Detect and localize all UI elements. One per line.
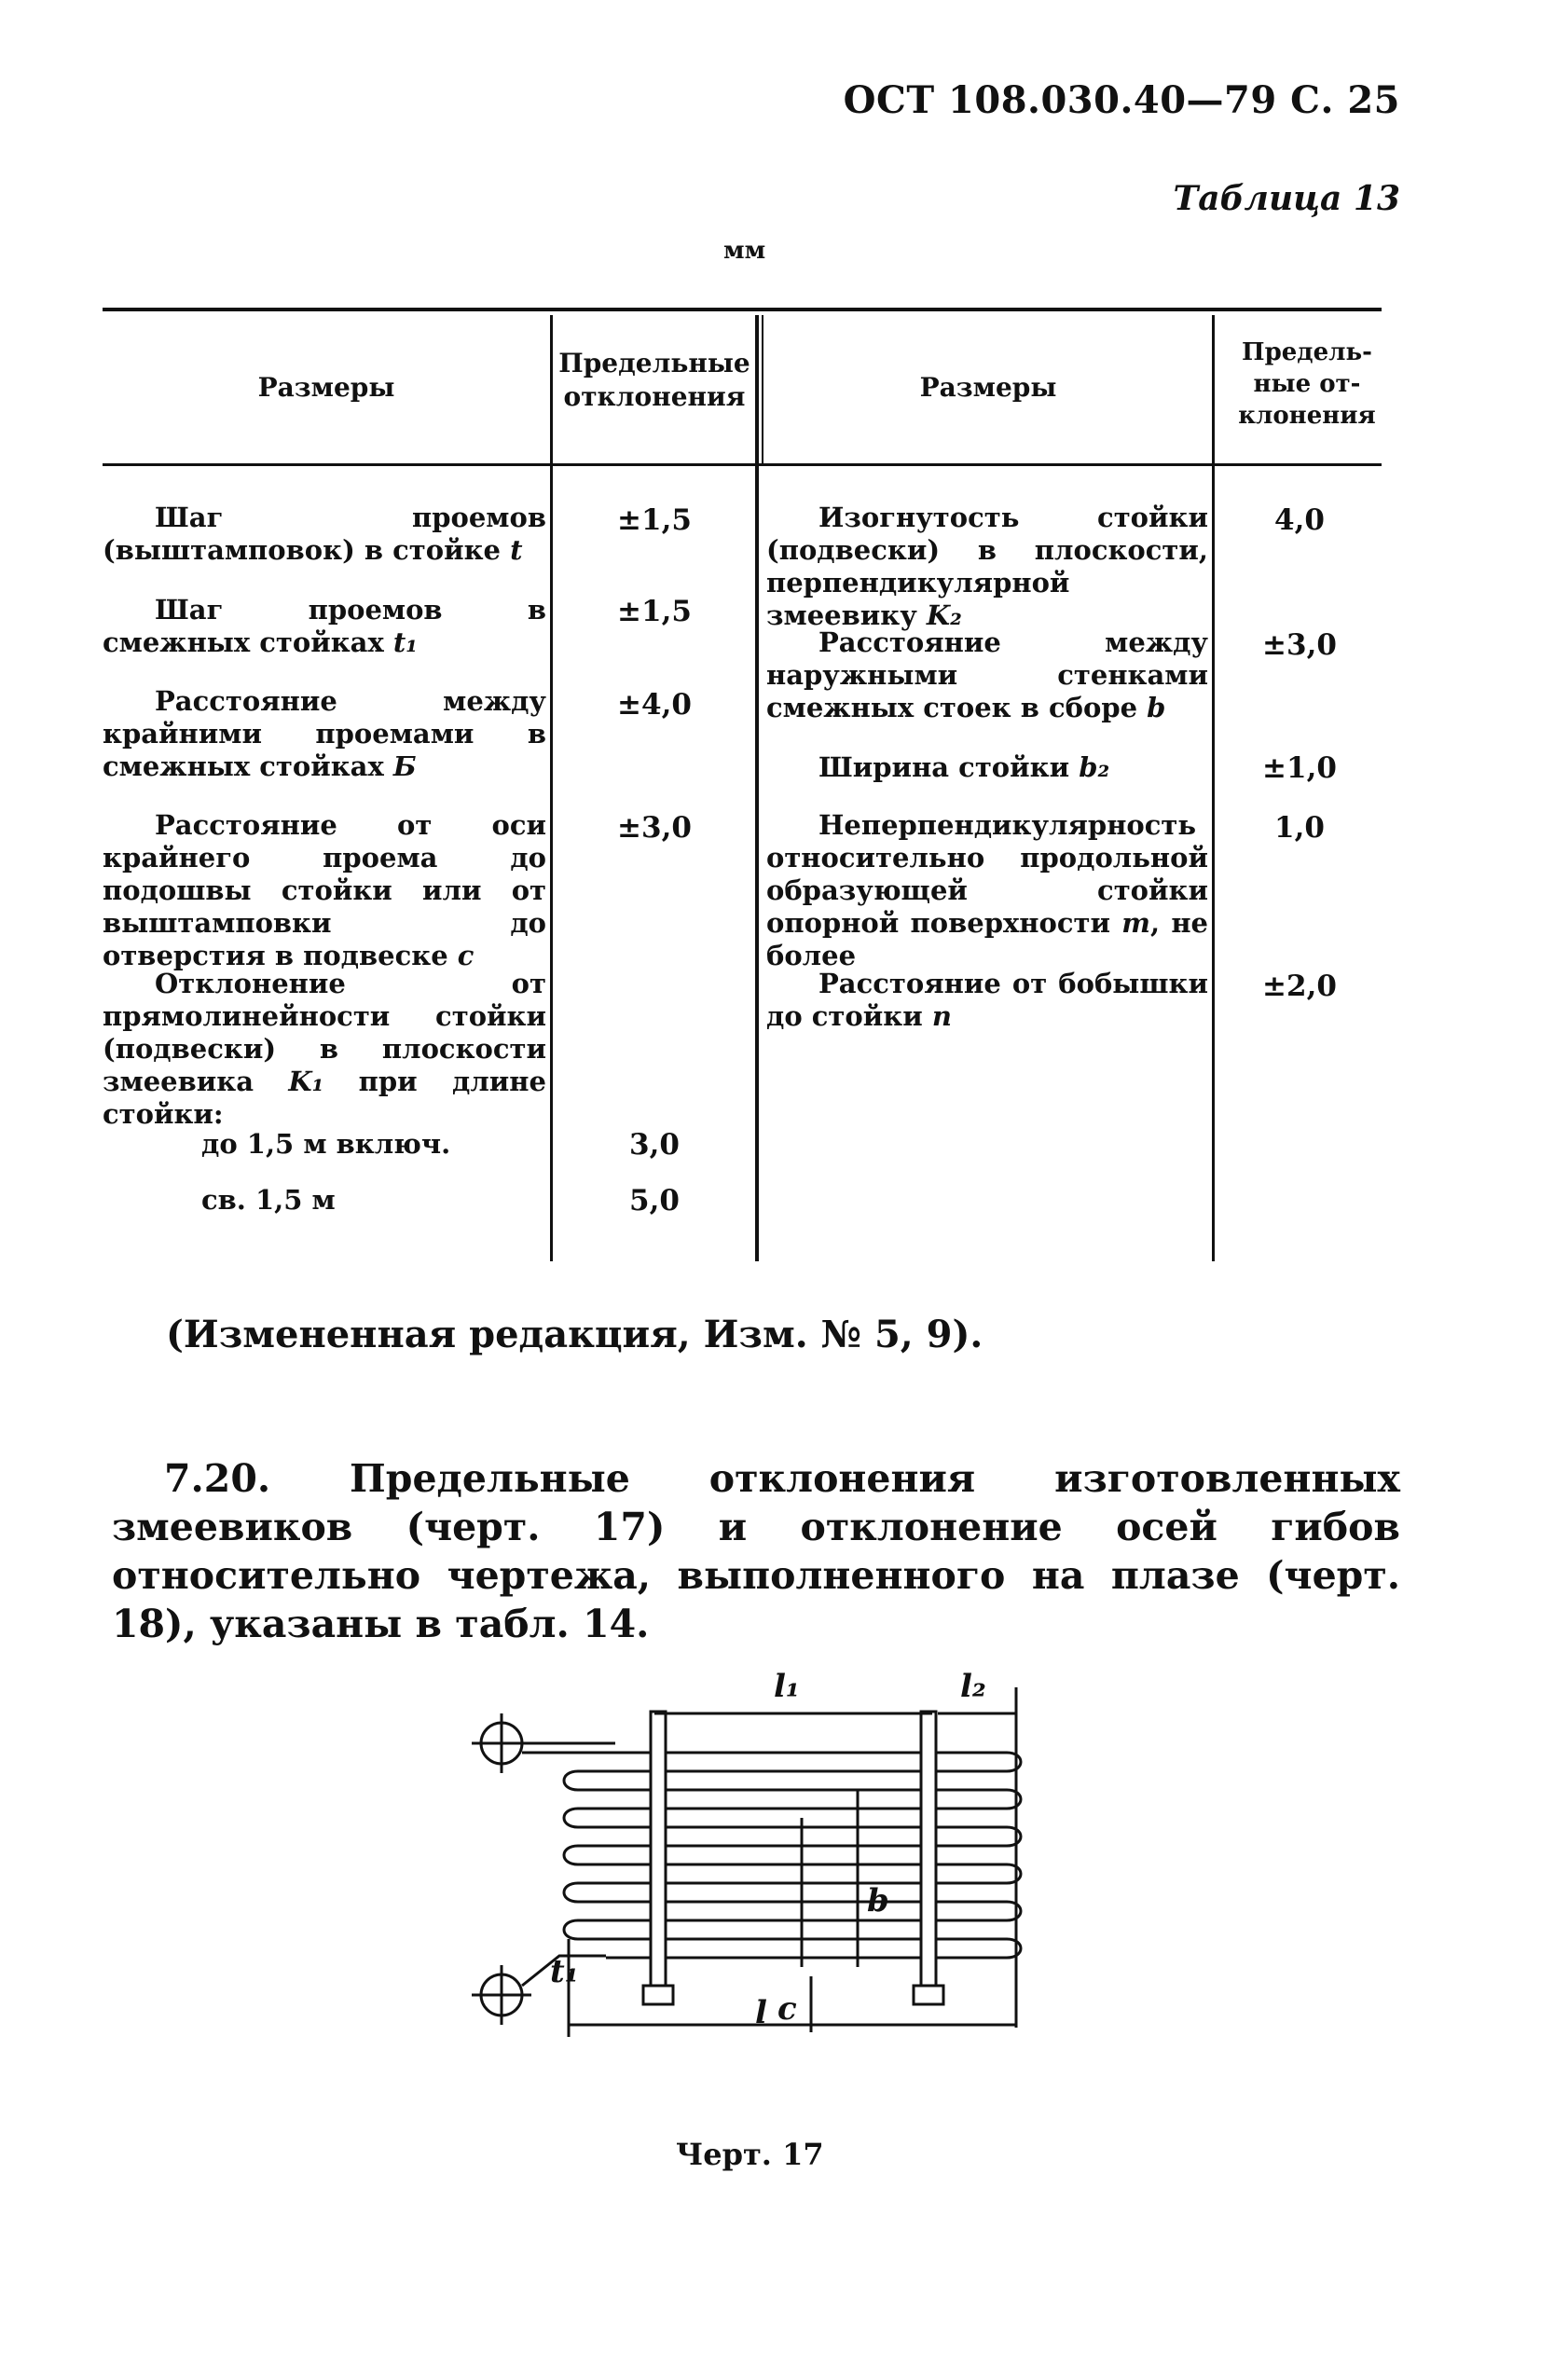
- coil-drawing: [457, 1659, 1053, 2070]
- right-value-5: ±2,0: [1262, 970, 1337, 1003]
- header-right-dimensions: Размеры: [919, 372, 1057, 403]
- table-header-rule: [103, 463, 1382, 466]
- outlet-flange-icon: [472, 1965, 531, 2025]
- column-divider-2b: [762, 315, 763, 464]
- right-value-4: 1,0: [1274, 811, 1325, 845]
- left-row-4: Расстояние от оси крайнего проема до подошвы стойки или от выштамповки до отверстия в подвеске c: [103, 809, 546, 971]
- dim-label-b: b: [867, 1882, 889, 1919]
- right-row-1: Изогнутость стойки (подвески) в плоскости, перпендикулярной змеевику K₂: [766, 502, 1208, 631]
- standard-reference: ОСТ 108.030.40—79 С. 25: [843, 78, 1400, 122]
- right-value-3: ±1,0: [1262, 751, 1337, 785]
- left-row-1: Шаг проемов (выштамповок) в стойке t: [103, 502, 546, 566]
- left-row-6: до 1,5 м включ.: [201, 1128, 451, 1160]
- left-row-3: Расстояние между крайними проемами в смежных стойках Б: [103, 685, 546, 782]
- right-value-1: 4,0: [1274, 503, 1325, 537]
- header-left-tolerance: Предельные отклонения: [558, 348, 750, 413]
- left-value-2: ±1,5: [617, 595, 692, 628]
- right-row-5: Расстояние от бобышки до стойки n: [766, 968, 1208, 1032]
- dim-label-c: c: [777, 1990, 797, 2028]
- right-value-2: ±3,0: [1262, 628, 1337, 662]
- figure-caption: Черт. 17: [676, 2137, 824, 2172]
- dim-label-l1: l₁: [774, 1668, 800, 1705]
- left-value-1: ±1,5: [617, 503, 692, 537]
- left-row-5: Отклонение от прямолинейности стойки (подвески) в плоскости змеевика K₁ при длине стойки:: [103, 968, 546, 1130]
- revision-note: (Измененная редакция, Изм. № 5, 9).: [166, 1313, 983, 1356]
- section-7-20-paragraph: 7.20. Предельные отклонения изготовленных змеевиков (черт. 17) и отклонение осей гибов относительно чертежа, выполненного на плазе (черт. 18), указаны в табл. 14.: [112, 1456, 1400, 1646]
- left-value-4: ±3,0: [617, 811, 692, 845]
- left-value-3: ±4,0: [617, 688, 692, 722]
- table-top-rule: [103, 308, 1382, 311]
- right-row-3: Ширина стойки b₂: [818, 751, 1110, 783]
- column-divider-1: [550, 315, 553, 1261]
- table-number: Таблица 13: [1173, 179, 1400, 218]
- dim-label-t1: t₁: [550, 1953, 579, 1990]
- left-row-7: св. 1,5 м: [201, 1184, 336, 1216]
- table-units: мм: [723, 237, 766, 265]
- left-value-6: 3,0: [629, 1128, 680, 1162]
- left-row-2: Шаг проемов в смежных стойках t₁: [103, 594, 546, 658]
- right-row-4: Неперпендикулярность относительно продольной образующей стойки опорной поверхности m, не более: [766, 809, 1208, 971]
- header-left-dimensions: Размеры: [257, 372, 395, 403]
- dim-label-l2: l₂: [960, 1668, 986, 1705]
- right-row-2: Расстояние между наружными стенками смежных стоек в сборе b: [766, 626, 1208, 723]
- left-value-7: 5,0: [629, 1184, 680, 1217]
- column-divider-3: [1212, 315, 1215, 1261]
- column-divider-2: [755, 315, 759, 1261]
- dim-label-l: l: [755, 1994, 767, 2031]
- header-right-tolerance: Предель-ные от-клонения: [1238, 338, 1376, 430]
